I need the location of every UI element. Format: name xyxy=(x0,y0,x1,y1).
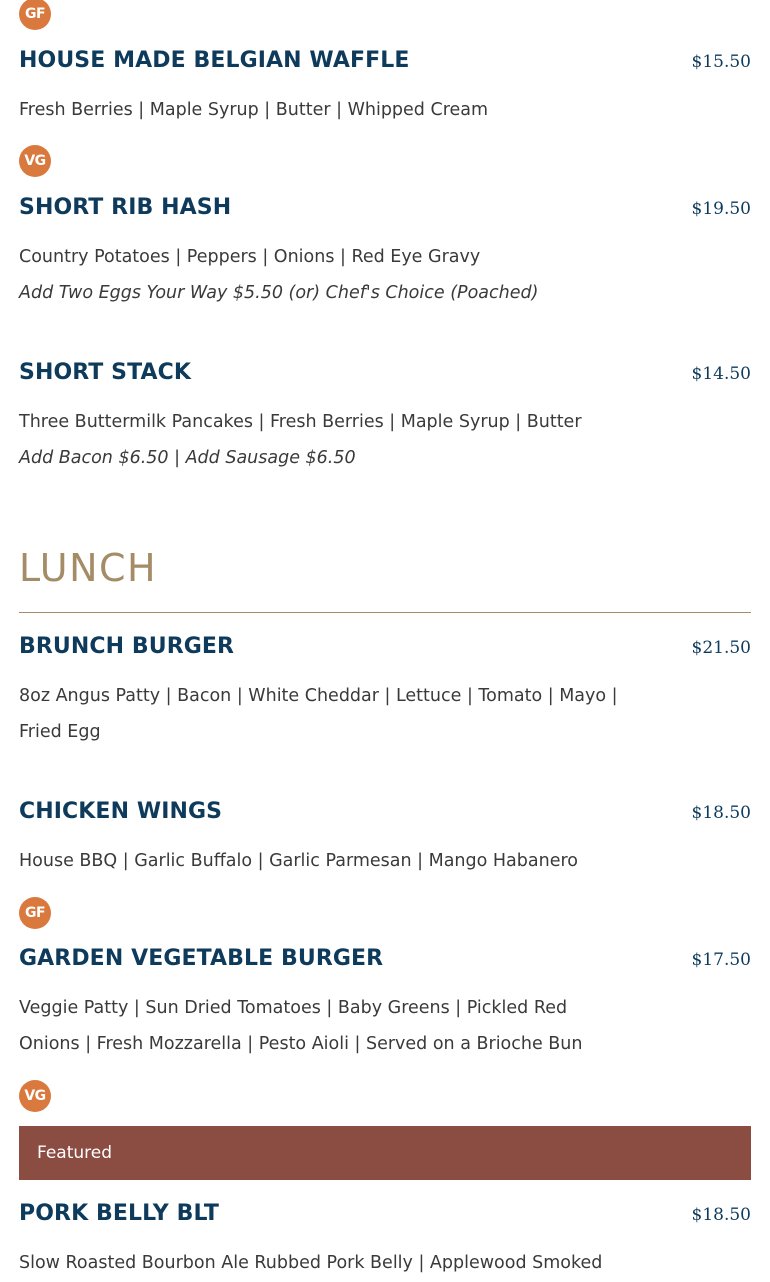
gluten-free-badge: GF xyxy=(19,0,51,30)
featured-banner xyxy=(19,1126,751,1180)
item-name: SHORT STACK xyxy=(19,360,192,385)
item-price: $18.50 xyxy=(691,1205,751,1225)
section-title-lunch: LUNCH xyxy=(19,546,158,590)
item-description: Slow Roasted Bourbon Ale Rubbed Pork Belly | Applewood Smoked xyxy=(19,1253,603,1273)
item-description: Onions | Fresh Mozzarella | Pesto Aioli | Served on a Brioche Bun xyxy=(19,1034,583,1054)
item-description: House BBQ | Garlic Buffalo | Garlic Parmesan | Mango Habanero xyxy=(19,851,578,871)
item-price: $17.50 xyxy=(691,950,751,970)
item-name: CHICKEN WINGS xyxy=(19,799,223,824)
item-description: 8oz Angus Patty | Bacon | White Cheddar | Lettuce | Tomato | Mayo | xyxy=(19,686,618,706)
item-addon: Add Bacon $6.50 | Add Sausage $6.50 xyxy=(19,448,356,468)
item-price: $19.50 xyxy=(691,199,751,219)
gluten-free-badge: GF xyxy=(19,897,51,929)
item-price: $14.50 xyxy=(691,364,751,384)
item-description: Fried Egg xyxy=(19,722,101,742)
item-description: Country Potatoes | Peppers | Onions | Red Eye Gravy xyxy=(19,247,481,267)
item-description: Fresh Berries | Maple Syrup | Butter | Whipped Cream xyxy=(19,100,489,120)
item-name: HOUSE MADE BELGIAN WAFFLE xyxy=(19,48,410,73)
item-price: $21.50 xyxy=(691,638,751,658)
item-name: BRUNCH BURGER xyxy=(19,634,235,659)
item-name: SHORT RIB HASH xyxy=(19,195,232,220)
item-price: $18.50 xyxy=(691,803,751,823)
item-addon: Add Two Eggs Your Way $5.50 (or) Chef's Choice (Poached) xyxy=(19,283,539,303)
item-description: Veggie Patty | Sun Dried Tomatoes | Baby Greens | Pickled Red xyxy=(19,998,568,1018)
vegetarian-badge: VG xyxy=(19,1080,51,1112)
item-price: $15.50 xyxy=(691,52,751,72)
item-name: GARDEN VEGETABLE BURGER xyxy=(19,946,384,971)
item-name: PORK BELLY BLT xyxy=(19,1201,220,1226)
vegetarian-badge: VG xyxy=(19,145,51,177)
featured-label: Featured xyxy=(37,1143,113,1163)
section-divider xyxy=(19,612,751,613)
item-description: Three Buttermilk Pancakes | Fresh Berries | Maple Syrup | Butter xyxy=(19,412,582,432)
